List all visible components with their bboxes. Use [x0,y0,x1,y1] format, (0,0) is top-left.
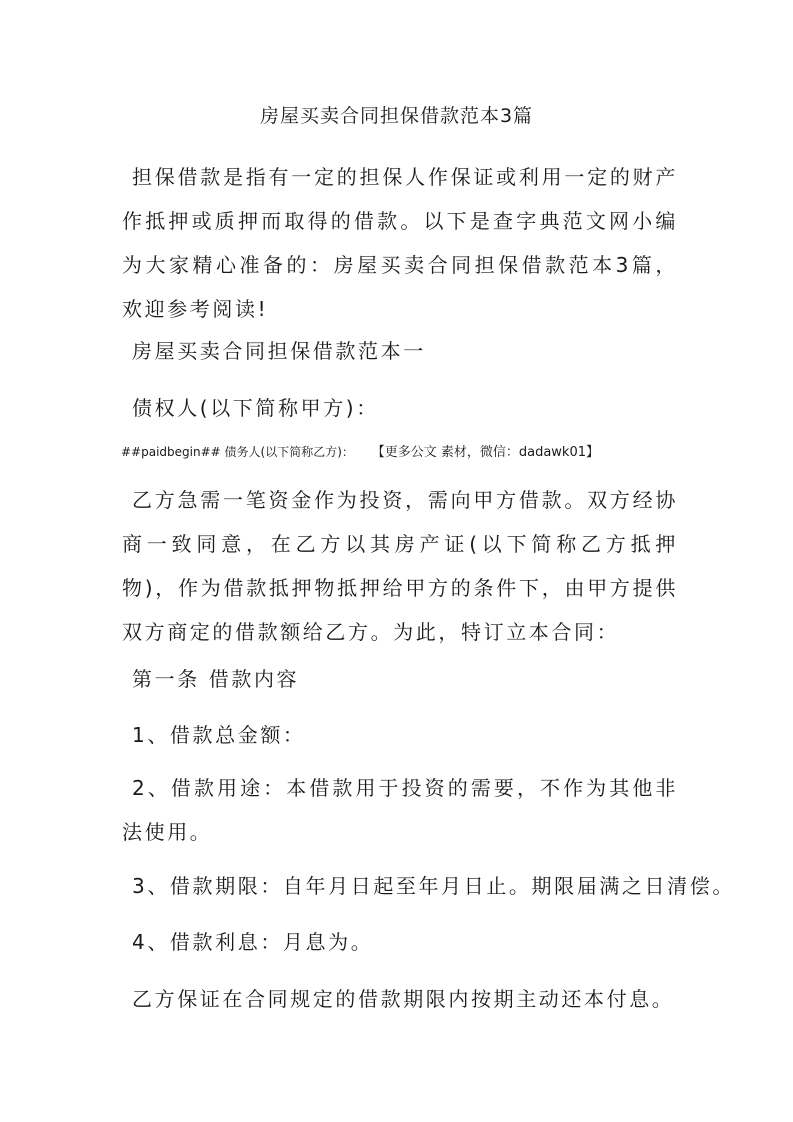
closing-line: 乙方保证在合同规定的借款期限内按期主动还本付息。 [132,987,675,1011]
paid-marker: ##paidbegin## [121,445,221,459]
document-title: 房屋买卖合同担保借款范本3篇 [259,105,534,127]
list-item-4: 4、借款利息：月息为。 [132,930,374,954]
debtor-line [121,442,599,463]
article-heading: 第一条 借款内容 [132,667,300,691]
section-heading: 房屋买卖合同担保借款范本一 [132,339,426,363]
list-item-2: 2、借款用途：本借款用于投资的需要，不作为其他非法使用。 [122,776,678,844]
promo-text: 【更多公文 素材，微信：dadawk01】 [371,445,600,460]
intro-paragraph: 担保借款是指有一定的担保人作保证或利用一定的财产作抵押或质押而取得的借款。以下是查字典范文网小编为大家精心准备的：房屋买卖合同担保借款范本3篇，欢迎参考阅读! [122,165,678,321]
creditor-line: 债权人(以下简称甲方)： [132,396,379,420]
list-item-3: 3、借款期限：自年月日起至年月日止。期限届满之日清偿。 [132,874,735,898]
body-paragraph: 乙方急需一笔资金作为投资，需向甲方借款。双方经协商一致同意，在乙方以其房产证(以下简称乙方抵押物)，作为借款抵押物抵押给甲方的条件下，由甲方提供双方商定的借款额给乙方。为此，特订立本合同： [122,488,678,644]
debtor-label: 债务人(以下简称乙方)： [224,445,354,459]
list-item-1: 1、借款总金额： [132,723,306,747]
